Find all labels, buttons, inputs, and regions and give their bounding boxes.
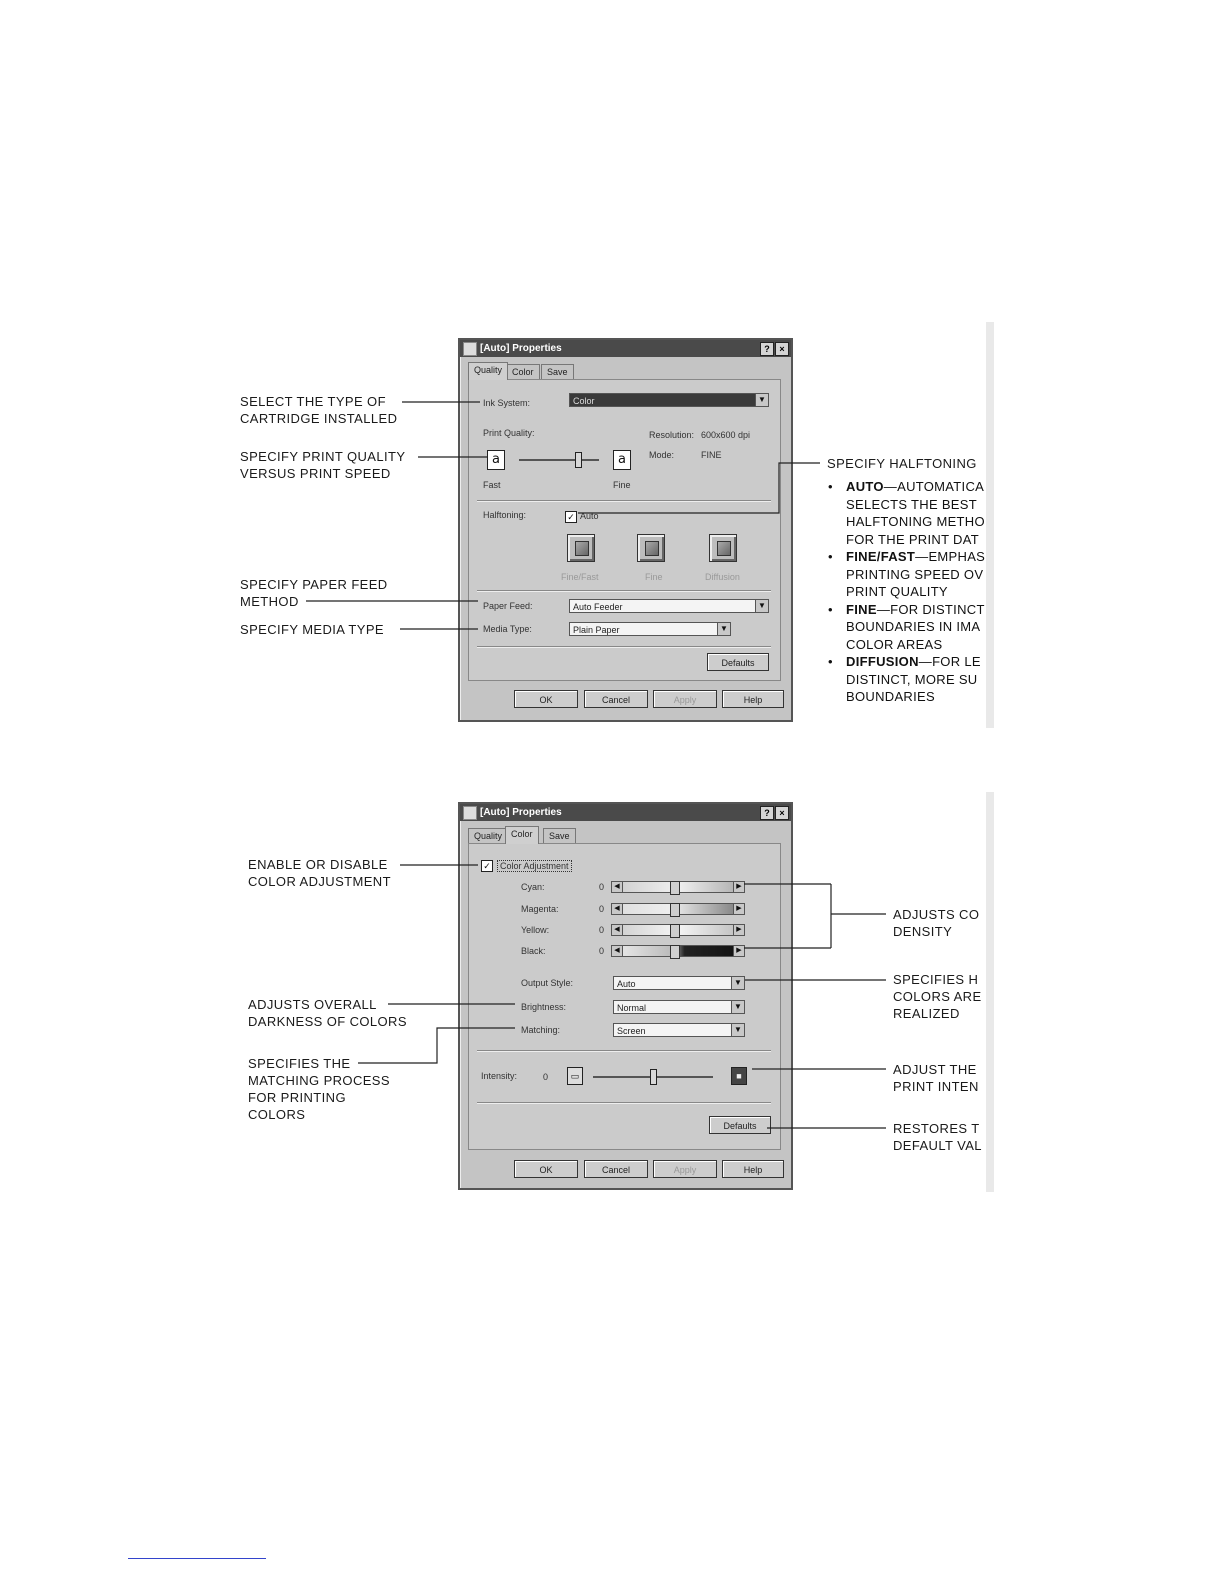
tab-color[interactable]: Color — [505, 826, 539, 844]
dialog-title: [Auto] Properties — [480, 807, 562, 818]
annotation-density: ADJUSTS CO DENSITY — [893, 907, 980, 939]
bullet-term: DIFFUSION — [846, 654, 919, 669]
annotation-print-quality: SPECIFY PRINT QUALITY VERSUS PRINT SPEED — [240, 449, 406, 481]
arrow-right-icon[interactable]: ▶ — [733, 904, 744, 914]
brightness-label: Brightness: — [521, 1002, 567, 1012]
yellow-slider[interactable] — [611, 924, 745, 936]
printer-icon — [463, 342, 477, 356]
properties-dialog-color — [458, 802, 793, 1190]
intensity-increase-icon[interactable]: ■ — [731, 1067, 747, 1085]
dialog-title: [Auto] Properties — [480, 343, 562, 354]
bullet-fine — [828, 601, 986, 654]
fine-fast-halftone-icon[interactable] — [567, 534, 595, 562]
matching-select[interactable] — [613, 1023, 745, 1037]
diffusion-halftone-icon[interactable] — [709, 534, 737, 562]
diffusion-label: Diffusion — [705, 572, 740, 582]
color-adjustment-label: Color Adjustment — [497, 860, 572, 872]
cyan-slider[interactable] — [611, 881, 745, 893]
fast-page-icon: a — [487, 450, 505, 470]
printer-icon — [463, 806, 477, 820]
matching-value: Screen — [617, 1026, 646, 1036]
annotation-media-type: SPECIFY MEDIA TYPE — [240, 622, 384, 637]
quality-slider-thumb[interactable] — [575, 452, 582, 468]
magenta-label: Magenta: — [521, 904, 559, 914]
yellow-slider-thumb[interactable] — [670, 924, 680, 938]
intensity-value: 0 — [543, 1072, 549, 1082]
footer-link-underline[interactable] — [128, 1558, 266, 1559]
page-edge-shadow — [986, 792, 994, 1192]
annotation-matching: SPECIFIES THE MATCHING PROCESS FOR PRINTING COLORS — [248, 1056, 390, 1122]
magenta-slider[interactable] — [611, 903, 745, 915]
bullet-term: AUTO — [846, 479, 884, 494]
arrow-right-icon[interactable]: ▶ — [733, 925, 744, 935]
output-style-value: Auto — [617, 979, 636, 989]
chevron-down-icon: ▼ — [755, 600, 768, 612]
chevron-down-icon: ▼ — [731, 977, 744, 989]
auto-check-label: Auto — [580, 511, 599, 521]
tab-quality[interactable]: Quality — [468, 362, 508, 380]
black-value: 0 — [599, 946, 605, 956]
annotation-color-realized: SPECIFIES H COLORS ARE REALIZED — [893, 972, 982, 1021]
tab-save[interactable]: Save — [541, 364, 574, 379]
bullet-auto — [828, 478, 986, 548]
color-panel — [468, 843, 781, 1150]
close-title-button[interactable]: × — [775, 806, 789, 820]
help-title-button[interactable]: ? — [760, 342, 774, 356]
quality-panel — [468, 379, 781, 681]
brightness-select[interactable] — [613, 1000, 745, 1014]
matching-label: Matching: — [521, 1025, 561, 1035]
paper-feed-value: Auto Feeder — [573, 602, 623, 612]
annotation-darkness: ADJUSTS OVERALL DARKNESS OF COLORS — [248, 997, 407, 1029]
cancel-button[interactable]: Cancel — [584, 1160, 648, 1178]
ink-system-select[interactable] — [569, 393, 769, 407]
annotation-paper-feed: SPECIFY PAPER FEED METHOD — [240, 577, 388, 609]
brightness-value: Normal — [617, 1003, 647, 1013]
arrow-right-icon[interactable]: ▶ — [733, 946, 744, 956]
media-type-select[interactable] — [569, 622, 731, 636]
chevron-down-icon: ▼ — [731, 1024, 744, 1036]
bullet-fine-fast — [828, 548, 986, 601]
ink-system-label: Ink System: — [483, 398, 531, 408]
help-button[interactable]: Help — [722, 690, 784, 708]
media-type-label: Media Type: — [483, 624, 532, 634]
fast-label: Fast — [483, 480, 501, 490]
quality-slider-track[interactable] — [519, 459, 599, 461]
print-quality-label: Print Quality: — [483, 428, 535, 438]
help-button[interactable]: Help — [722, 1160, 784, 1178]
separator — [477, 500, 771, 502]
ink-system-value: Color — [573, 396, 595, 406]
tab-color[interactable]: Color — [506, 364, 540, 379]
halftoning-label: Halftoning: — [483, 510, 527, 520]
resolution-label: Resolution: — [649, 430, 695, 440]
annotation-halftoning-heading: SPECIFY HALFTONING — [827, 456, 977, 471]
ok-button[interactable]: OK — [514, 690, 578, 708]
magenta-slider-thumb[interactable] — [670, 903, 680, 917]
yellow-label: Yellow: — [521, 925, 550, 935]
bullet-text: —EMPHAS PRINTING SPEED OV PRINT QUALITY — [846, 549, 986, 599]
help-title-button[interactable]: ? — [760, 806, 774, 820]
cyan-value: 0 — [599, 882, 605, 892]
close-title-button[interactable]: × — [775, 342, 789, 356]
media-type-value: Plain Paper — [573, 625, 620, 635]
intensity-label: Intensity: — [481, 1071, 518, 1081]
magenta-value: 0 — [599, 904, 605, 914]
output-style-label: Output Style: — [521, 978, 574, 988]
fine-fast-label: Fine/Fast — [561, 572, 599, 582]
arrow-left-icon[interactable]: ◀ — [612, 925, 623, 935]
bullet-term: FINE — [846, 601, 877, 617]
annotation-ink-system: SELECT THE TYPE OF CARTRIDGE INSTALLED — [240, 394, 398, 426]
properties-dialog-quality — [458, 338, 793, 722]
arrow-left-icon[interactable]: ◀ — [612, 946, 623, 956]
separator — [477, 646, 771, 648]
paper-feed-select[interactable] — [569, 599, 769, 613]
annotation-restores-defaults: RESTORES T DEFAULT VAL — [893, 1121, 982, 1153]
resolution-value: 600x600 dpi — [701, 430, 751, 440]
tab-quality[interactable]: Quality — [468, 828, 508, 843]
halftoning-bullet-list — [828, 478, 986, 706]
yellow-value: 0 — [599, 925, 605, 935]
paper-feed-label: Paper Feed: — [483, 601, 533, 611]
chevron-down-icon: ▼ — [717, 623, 730, 635]
intensity-decrease-icon[interactable]: ▭ — [567, 1067, 583, 1085]
bullet-text: —AUTOMATICA SELECTS THE BEST HALFTONING METHO FOR THE PRINT DAT — [846, 479, 985, 547]
chevron-down-icon: ▼ — [731, 1001, 744, 1013]
annotation-enable-color: ENABLE OR DISABLE COLOR ADJUSTMENT — [248, 857, 391, 889]
fine-label: Fine — [613, 480, 631, 490]
defaults-button[interactable]: Defaults — [709, 1116, 771, 1134]
bullet-term: FINE/FAST — [846, 549, 916, 564]
separator — [477, 590, 771, 592]
black-label: Black: — [521, 946, 546, 956]
title-bar — [460, 804, 791, 821]
cyan-label: Cyan: — [521, 882, 545, 892]
arrow-left-icon[interactable]: ◀ — [612, 904, 623, 914]
mode-label: Mode: — [649, 450, 675, 460]
title-bar — [460, 340, 791, 357]
arrow-left-icon[interactable]: ◀ — [612, 882, 623, 892]
separator — [477, 1050, 771, 1052]
apply-button[interactable]: Apply — [653, 690, 717, 708]
black-slider[interactable] — [611, 945, 745, 957]
fine-halftone-label: Fine — [645, 572, 663, 582]
fine-page-icon: a — [613, 450, 631, 470]
bullet-text: —FOR DISTINCT BOUNDARIES IN IMA COLOR AREAS — [846, 601, 985, 652]
page-edge-shadow — [986, 322, 994, 728]
color-adjustment-checkbox[interactable]: ✓ — [481, 860, 493, 872]
arrow-right-icon[interactable]: ▶ — [733, 882, 744, 892]
black-slider-thumb[interactable] — [670, 945, 680, 959]
cyan-slider-thumb[interactable] — [670, 881, 680, 895]
chevron-down-icon: ▼ — [755, 394, 768, 406]
mode-value: FINE — [701, 450, 722, 460]
tab-save[interactable]: Save — [543, 828, 576, 843]
annotation-intensity: ADJUST THE PRINT INTEN — [893, 1062, 979, 1094]
auto-checkbox[interactable]: ✓ — [565, 511, 577, 523]
defaults-button[interactable]: Defaults — [707, 653, 769, 671]
separator — [477, 1102, 771, 1104]
cancel-button[interactable]: Cancel — [584, 690, 648, 708]
fine-halftone-icon[interactable] — [637, 534, 665, 562]
bullet-text: —FOR LE DISTINCT, MORE SU BOUNDARIES — [846, 654, 981, 704]
output-style-select[interactable] — [613, 976, 745, 990]
intensity-slider-thumb[interactable] — [650, 1069, 657, 1085]
bullet-diffusion — [828, 653, 986, 706]
apply-button[interactable]: Apply — [653, 1160, 717, 1178]
ok-button[interactable]: OK — [514, 1160, 578, 1178]
